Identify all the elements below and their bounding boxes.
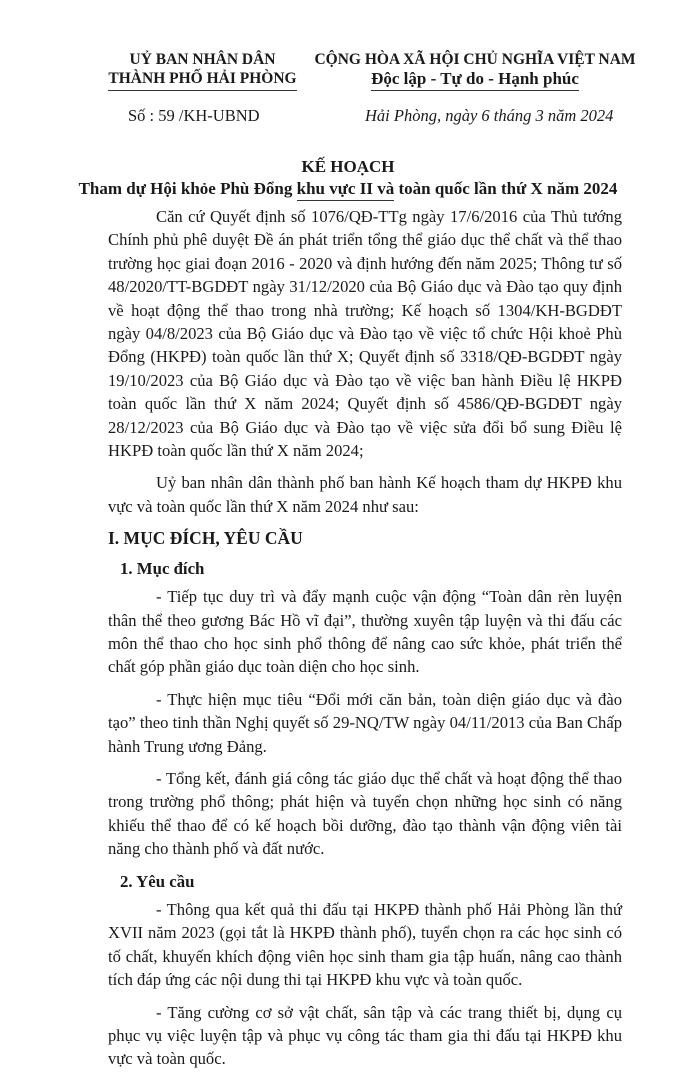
subsection-heading: 2. Yêu cầu bbox=[120, 871, 195, 891]
bullet-paragraph: - Tổng kết, đánh giá công tác giáo dục thể chất và hoạt động thể thao trong trường phổ thông; phát hiện và tuyển chọn những học sinh có năng khiếu thể thao để có kế hoạch bồi dưỡng, đào tạo thành vận động viên tài năng cho thành phố và đất nước. bbox=[108, 768, 622, 859]
document-body bbox=[108, 205, 622, 1080]
title-subtitle bbox=[0, 178, 696, 201]
country-name: CỘNG HÒA XÃ HỘI CHỦ NGHĨA VIỆT NAM bbox=[314, 51, 636, 68]
issuing-authority bbox=[95, 50, 310, 91]
national-heading bbox=[305, 50, 645, 91]
subtitle-underlined: khu vực II và bbox=[297, 178, 395, 201]
bullet-paragraph: - Thông qua kết quả thi đấu tại HKPĐ thành phố Hải Phòng lần thứ XVII năm 2023 (gọi tắt là HKPĐ thành phố), tuyển chọn ra các học sinh có tố chất, khuyến khích động viên học sinh tham gia tập huấn, nâng cao thành tích đáp ứng các nội dung thi tại HKPĐ khu vực và toàn quốc. bbox=[108, 899, 622, 990]
document-title bbox=[0, 156, 696, 201]
authority-line-1: UỶ BAN NHÂN DÂN bbox=[129, 51, 276, 68]
subtitle-part: Tham dự Hội khỏe Phù Đổng bbox=[78, 179, 297, 198]
intro-paragraph: Uỷ ban nhân dân thành phố ban hành Kế hoạch tham dự HKPĐ khu vực và toàn quốc lần thứ X năm 2024 như sau: bbox=[108, 473, 622, 516]
bullet-paragraph: - Tiếp tục duy trì và đẩy mạnh cuộc vận động “Toàn dân rèn luyện thân thể theo gương Bác Hồ vĩ đại”, thường xuyên tập luyện và thi đấu các môn thể thao cho học sinh phổ thông để nâng cao sức khỏe, phát triển thể chất góp phần giáo dục toàn diện cho học sinh. bbox=[108, 587, 622, 677]
title-main: KẾ HOẠCH bbox=[301, 157, 395, 176]
authority-line-2: THÀNH PHỐ HẢI PHÒNG bbox=[108, 69, 296, 91]
bullet-paragraph: - Thực hiện mục tiêu “Đổi mới căn bản, toàn diện giáo dục và đào tạo” theo tinh thần Nghị quyết số 29-NQ/TW ngày 04/11/2013 của Ban Chấp hành Trung ương Đảng. bbox=[108, 689, 622, 756]
subtitle-part: toàn quốc lần thứ X năm 2024 bbox=[394, 179, 618, 198]
national-motto: Độc lập - Tự do - Hạnh phúc bbox=[371, 69, 579, 91]
subsection-heading: 1. Mục đích bbox=[120, 558, 205, 578]
legal-basis-paragraph: Căn cứ Quyết định số 1076/QĐ-TTg ngày 17/6/2016 của Thủ tướng Chính phủ phê duyệt Đề án phát triển tổng thể giáo dục thể chất và thể thao trường học giai đoạn 2016 - 2020 và định hướng đến năm 2025; Thông tư số 48/2020/TT-BGDĐT ngày 31/12/2020 của Bộ Giáo dục và Đào tạo quy định về hoạt động thể thao trong nhà trường; Kế hoạch số 1304/KH-BGDĐT ngày 04/8/2023 của Bộ Giáo dục và Đào tạo về việc tổ chức Hội khoẻ Phù Đổng (HKPĐ) toàn quốc lần thứ X; Quyết định số 3318/QĐ-BGDĐT ngày 19/10/2023 của Bộ Giáo dục và Đào tạo về việc ban hành Điều lệ HKPĐ toàn quốc lần thứ X năm 2024; Quyết định số 4586/QĐ-BGDĐT ngày 28/12/2023 của Bộ Giáo dục và Đào tạo về việc sửa đổi bổ sung Điều lệ HKPĐ toàn quốc lần thứ X năm 2024; bbox=[108, 207, 622, 461]
document-date: Hải Phòng, ngày 6 tháng 3 năm 2024 bbox=[365, 106, 614, 125]
document-number: Số : 59 /KH-UBND bbox=[128, 106, 260, 125]
bullet-paragraph: - Tăng cường cơ sở vật chất, sân tập và các trang thiết bị, dụng cụ phục vụ việc luyện tập và phục vụ công tác tham gia thi đấu tại HKPĐ khu vực và toàn quốc. bbox=[108, 1002, 622, 1069]
section-heading: I. MỤC ĐÍCH, YÊU CẦU bbox=[108, 528, 303, 549]
